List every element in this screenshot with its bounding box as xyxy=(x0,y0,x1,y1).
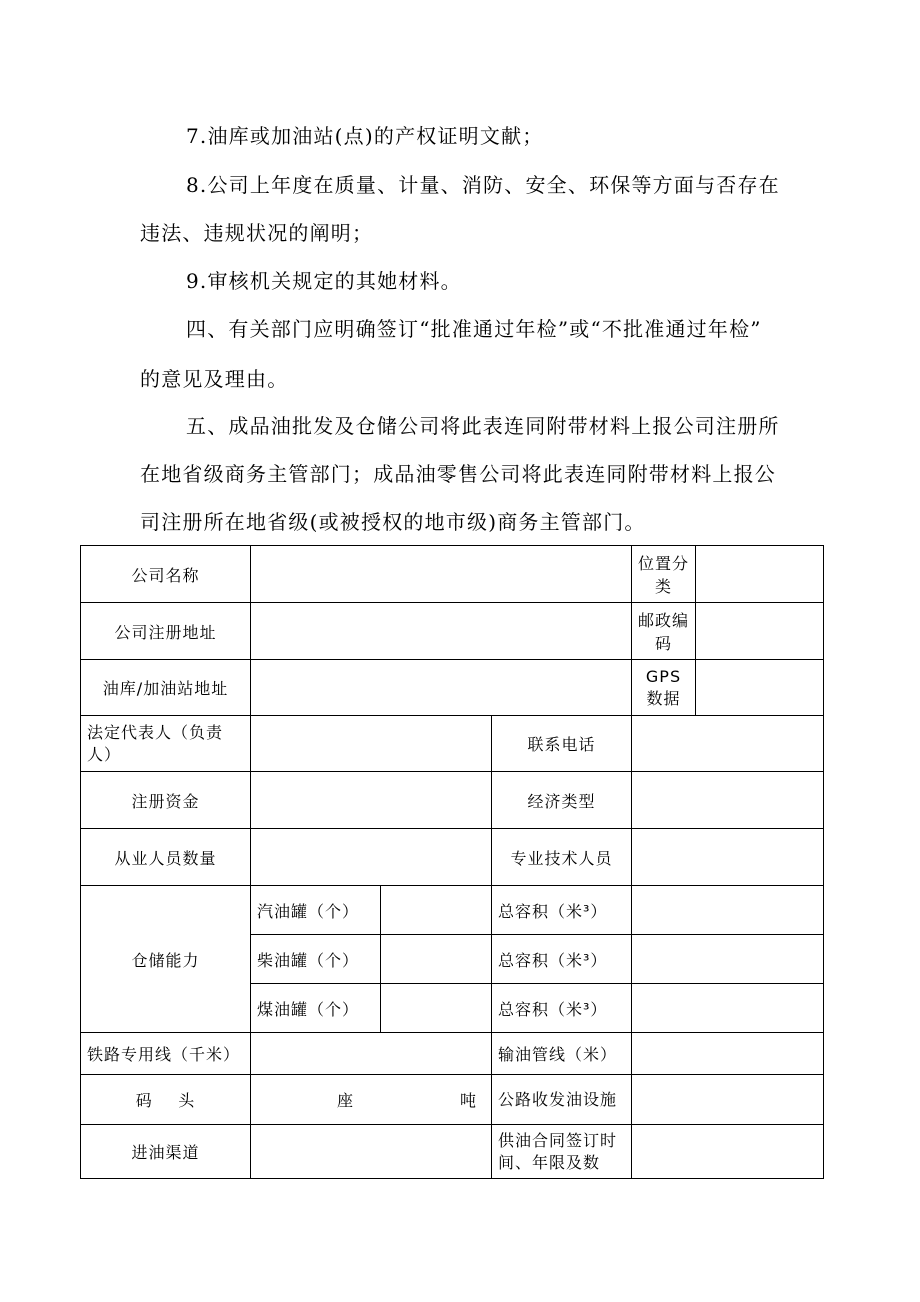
paragraph-item-8-line1: 8.公司上年度在质量、计量、消防、安全、环保等方面与否存在 xyxy=(186,173,780,197)
wharf-label-char2: 头 xyxy=(178,1091,196,1110)
pipeline-field[interactable] xyxy=(632,1033,824,1075)
wharf-label xyxy=(81,1075,251,1125)
table-row xyxy=(81,603,824,660)
technicians-label: 专业技术人员 xyxy=(492,829,632,886)
table-row xyxy=(81,886,824,935)
kerosene-total-volume-field[interactable] xyxy=(632,984,824,1033)
kerosene-total-volume-label: 总容积（米³） xyxy=(492,984,632,1033)
postal-code-field[interactable] xyxy=(696,603,824,660)
location-class-label: 位置分类 xyxy=(632,546,696,603)
economic-type-label: 经济类型 xyxy=(492,772,632,829)
paragraph-item-7: 7.油库或加油站(点)的产权证明文献； xyxy=(186,124,544,148)
registered-capital-label: 注册资金 xyxy=(81,772,251,829)
gps-data-label: GPS 数据 xyxy=(632,660,696,716)
kerosene-tank-count-field[interactable] xyxy=(381,984,492,1033)
supply-contract-field[interactable] xyxy=(632,1125,824,1179)
depot-address-field[interactable] xyxy=(251,660,632,716)
legal-rep-label: 法定代表人（负责人） xyxy=(81,716,251,772)
table-row xyxy=(81,772,824,829)
paragraph-section-5-line1: 五、成品油批发及仓储公司将此表连同附带材料上报公司注册所 xyxy=(186,414,780,438)
depot-address-label: 油库/加油站地址 xyxy=(81,660,251,716)
legal-rep-field[interactable] xyxy=(251,716,492,772)
pipeline-label: 输油管线（米） xyxy=(492,1033,632,1075)
railway-line-label: 铁路专用线（千米） xyxy=(81,1033,251,1075)
employees-label: 从业人员数量 xyxy=(81,829,251,886)
ton-unit-label: 吨 xyxy=(459,1091,477,1110)
table-row xyxy=(81,1033,824,1075)
registered-address-field[interactable] xyxy=(251,603,632,660)
table-row xyxy=(81,660,824,716)
table-row xyxy=(81,546,824,603)
seat-unit-label: 座 xyxy=(337,1091,355,1110)
employees-field[interactable] xyxy=(251,829,492,886)
postal-code-label: 邮政编码 xyxy=(632,603,696,660)
paragraph-section-5-line2: 在地省级商务主管部门；成品油零售公司将此表连同附带材料上报公 xyxy=(140,462,776,486)
gasoline-tank-label: 汽油罐（个） xyxy=(251,886,381,935)
gasoline-total-volume-field[interactable] xyxy=(632,886,824,935)
road-facility-field[interactable] xyxy=(632,1075,824,1125)
company-name-field[interactable] xyxy=(251,546,632,603)
wharf-field[interactable] xyxy=(251,1075,492,1125)
kerosene-tank-label: 煤油罐（个） xyxy=(251,984,381,1033)
diesel-tank-count-field[interactable] xyxy=(381,935,492,984)
annual-inspection-form xyxy=(80,545,824,1179)
paragraph-item-8-line2: 违法、违规状况的阐明； xyxy=(140,221,374,245)
gps-data-field[interactable] xyxy=(696,660,824,716)
contact-phone-label: 联系电话 xyxy=(492,716,632,772)
table-row xyxy=(81,1075,824,1125)
paragraph-section-4-line2: 的意见及理由。 xyxy=(140,367,289,391)
diesel-tank-label: 柴油罐（个） xyxy=(251,935,381,984)
diesel-total-volume-field[interactable] xyxy=(632,935,824,984)
registered-capital-field[interactable] xyxy=(251,772,492,829)
technicians-field[interactable] xyxy=(632,829,824,886)
storage-capacity-label: 仓储能力 xyxy=(81,886,251,1033)
gasoline-tank-count-field[interactable] xyxy=(381,886,492,935)
paragraph-section-4-line1: 四、有关部门应明确签订“批准通过年检”或“不批准通过年检” xyxy=(186,317,762,341)
contact-phone-field[interactable] xyxy=(632,716,824,772)
paragraph-section-5-line3: 司注册所在地省级(或被授权的地市级)商务主管部门。 xyxy=(140,510,646,534)
table-row xyxy=(81,716,824,772)
registered-address-label: 公司注册地址 xyxy=(81,603,251,660)
diesel-total-volume-label: 总容积（米³） xyxy=(492,935,632,984)
supply-channel-label: 进油渠道 xyxy=(81,1125,251,1179)
company-name-label: 公司名称 xyxy=(81,546,251,603)
supply-contract-label: 供油合同签订时间、年限及数 xyxy=(492,1125,632,1179)
wharf-label-char1: 码 xyxy=(135,1091,153,1110)
gasoline-total-volume-label: 总容积（米³） xyxy=(492,886,632,935)
paragraph-item-9: 9.审核机关规定的其她材料。 xyxy=(186,269,462,293)
railway-line-field[interactable] xyxy=(251,1033,492,1075)
supply-channel-field[interactable] xyxy=(251,1125,492,1179)
road-facility-label: 公路收发油设施 xyxy=(492,1075,632,1125)
location-class-field[interactable] xyxy=(696,546,824,603)
table-row xyxy=(81,829,824,886)
economic-type-field[interactable] xyxy=(632,772,824,829)
table-row xyxy=(81,1125,824,1179)
